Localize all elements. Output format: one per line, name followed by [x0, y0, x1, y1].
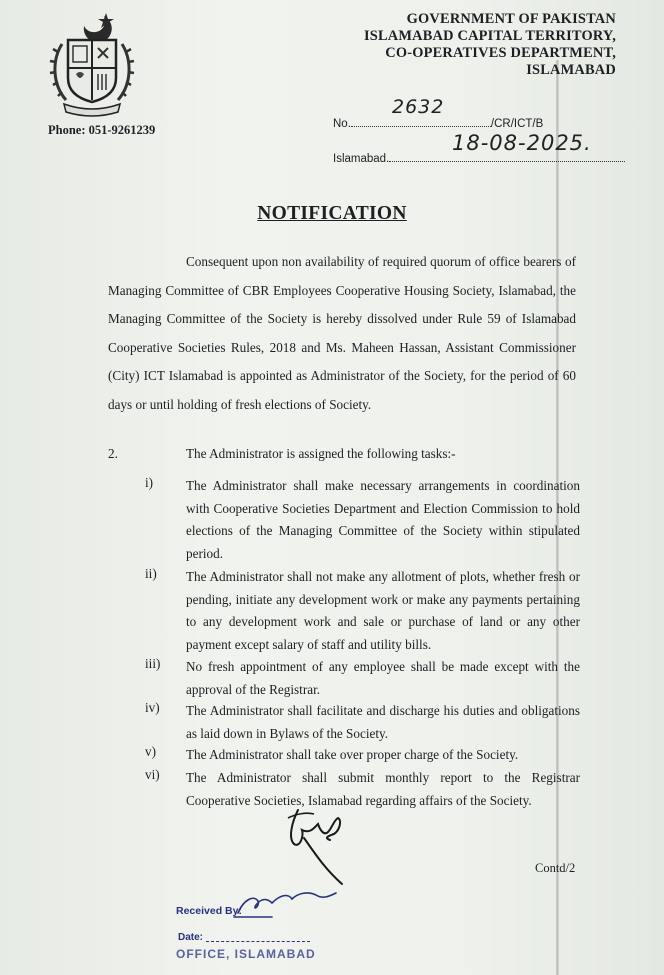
- received-by-label: Received By:: [176, 905, 242, 917]
- letterhead-line-4: ISLAMABAD: [526, 62, 616, 78]
- letterhead-line-3: CO-OPERATIVES DEPARTMENT,: [385, 45, 616, 61]
- task-text: The Administrator shall make necessary arrangements in coordination with Cooperative Societies Department and Election Commission to hold elections of the Managing Committee of the Society within stipulated period.: [186, 478, 580, 561]
- task-item: [145, 700, 580, 745]
- office-stamp-text: OFFICE, ISLAMABAD: [176, 947, 316, 961]
- letterhead-line-2: ISLAMABAD CAPITAL TERRITORY,: [363, 28, 616, 44]
- letterhead-line-1: GOVERNMENT OF PAKISTAN: [406, 11, 616, 27]
- date-handwritten: 18-08-2025.: [452, 131, 592, 155]
- phone-number: Phone: 051-9261239: [48, 123, 156, 137]
- date-dash-line: [206, 941, 310, 942]
- task-numeral: v): [145, 744, 156, 759]
- task-numeral: iii): [145, 656, 161, 671]
- task-item: [145, 744, 580, 767]
- notification-title: NOTIFICATION: [257, 203, 407, 224]
- task-item: [145, 566, 580, 656]
- reference-number-label: No.: [333, 118, 351, 130]
- received-signature-icon: [232, 889, 342, 923]
- paragraph-1: [108, 248, 576, 419]
- task-numeral: vi): [145, 767, 160, 782]
- received-stamp: [176, 889, 346, 967]
- signature-icon: [284, 808, 354, 886]
- continued-marker: Contd/2: [535, 861, 576, 875]
- section-2-number: 2.: [108, 446, 118, 461]
- reference-number-handwritten: 2632: [392, 96, 445, 118]
- task-text: The Administrator shall submit monthly report to the Registrar Cooperative Societies, Islamabad regarding affairs of the Society.: [186, 770, 580, 808]
- section-2-intro: The Administrator is assigned the following tasks:-: [186, 446, 456, 461]
- reference-number-suffix: /CR/ICT/B: [490, 118, 544, 130]
- task-numeral: iv): [145, 700, 160, 715]
- paragraph-1-text: Consequent upon non availability of required quorum of office bearers of Managing Committee of CBR Employees Cooperative Housing Society, Islamabad, the Managing Committee of the Society is hereby dissolved under Rule 59 of Islamabad Cooperative Societies Rules, 2018 and Ms. Maheen Hassan, Assistant Commissioner (City) ICT Islamabad is appointed as Administrator of the Society, for the period of 60 days or until holding of fresh elections of Society.: [108, 254, 576, 412]
- task-text: No fresh appointment of any employee shall be made except with the approval of the Registrar.: [186, 659, 580, 697]
- task-numeral: i): [145, 475, 154, 490]
- task-item: [145, 475, 580, 565]
- place-label: Islamabad.: [333, 153, 390, 165]
- task-numeral: ii): [145, 566, 157, 581]
- task-text: The Administrator shall take over proper charge of the Society.: [186, 747, 519, 762]
- date-label: Date:: [178, 932, 204, 943]
- task-text: The Administrator shall facilitate and discharge his duties and obligations as laid down in Bylaws of the Society.: [186, 703, 580, 741]
- task-text: The Administrator shall not make any allotment of plots, whether fresh or pending, initiate any development work or make any payments pertaining to any development work and sale or purchase of land or any other payment except salary of staff and utility bills.: [186, 569, 580, 652]
- task-item: [145, 767, 580, 812]
- government-emblem-icon: [46, 8, 138, 120]
- letterhead: [364, 11, 616, 79]
- task-item: [145, 656, 580, 701]
